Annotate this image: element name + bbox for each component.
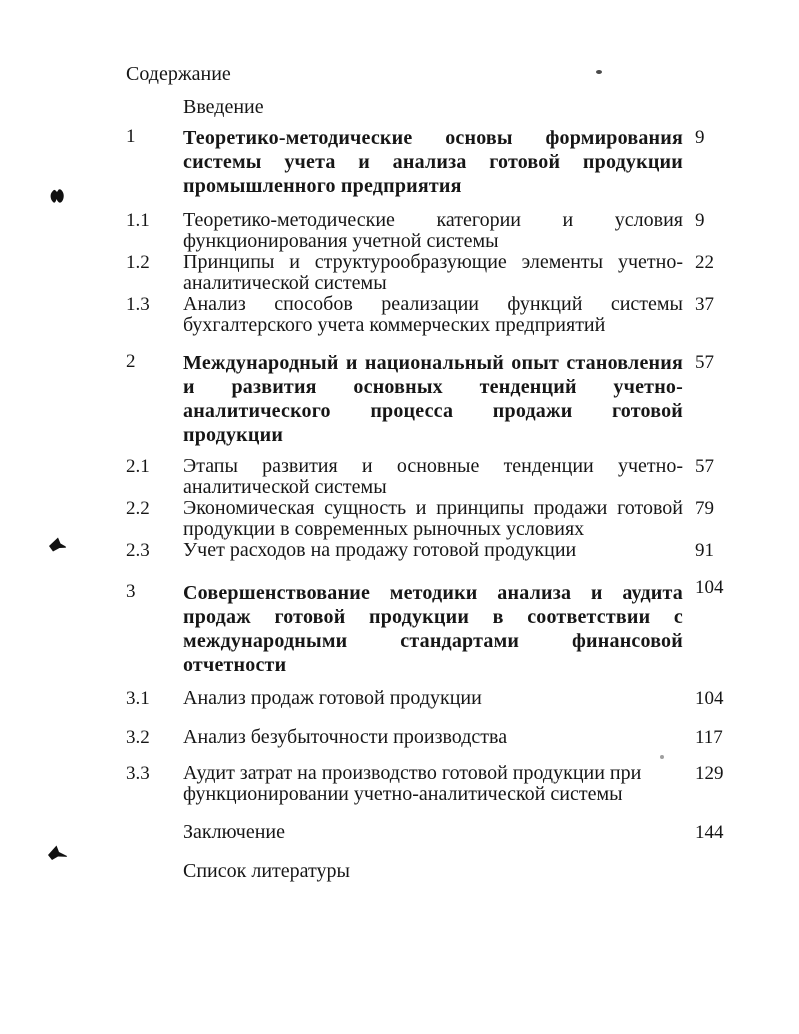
toc-entry-page: 9 <box>695 127 705 148</box>
toc-entry-number: 3.3 <box>126 763 150 784</box>
ink-blot-icon <box>48 186 66 206</box>
toc-entry <box>126 351 736 447</box>
toc-entry-number: 2.1 <box>126 456 150 477</box>
toc-entry-title: Совершенствование методики анализа и аудита продаж готовой продукции в соответствии с международными стандартами финансовой отчетности <box>183 582 683 676</box>
toc-entry-title: Учет расходов на продажу готовой продукции <box>183 539 577 561</box>
toc-entry <box>126 294 736 336</box>
toc-entry-title: Анализ продаж готовой продукции <box>183 687 482 709</box>
toc-entry-page: 104 <box>695 577 724 598</box>
toc-entry <box>126 210 736 252</box>
toc-entry-number: 1.2 <box>126 252 150 273</box>
toc-entry-page: 37 <box>695 294 714 315</box>
toc-entry <box>126 456 736 498</box>
toc-entry-title: Экономическая сущность и принципы продажи готовой продукции в современных рыночных условиях <box>183 497 683 540</box>
toc-entry-number: 1 <box>126 126 136 147</box>
toc-entry-title: Принципы и структурообразующие элементы учетно-аналитической системы <box>183 251 683 294</box>
toc-entry-page: 117 <box>695 727 723 748</box>
toc-entry-number: 1.3 <box>126 294 150 315</box>
toc-entry-number: 2.3 <box>126 540 150 561</box>
toc-entry-title: Аудит затрат на производство готовой продукции при функционировании учетно-аналитической системы <box>183 762 642 805</box>
toc-entry-number: 2.2 <box>126 498 150 519</box>
ink-blot-icon <box>48 536 69 554</box>
toc-entry-title: Введение <box>183 96 264 118</box>
toc-entry-page: 91 <box>695 540 714 561</box>
toc-entry-number: 3 <box>126 581 136 602</box>
scan-speck-icon <box>596 70 602 74</box>
toc-entry-number: 2 <box>126 351 136 372</box>
toc-entry-title: Теоретико-методические основы формирования системы учета и анализа готовой продукции промышленного предприятия <box>183 127 683 197</box>
toc-entry-title: Заключение <box>183 821 285 843</box>
toc-entry <box>126 126 736 198</box>
toc-entry-number: 1.1 <box>126 210 150 231</box>
toc-entry <box>126 727 736 748</box>
page-title: Содержание <box>126 63 231 85</box>
toc-entry-page: 144 <box>695 822 724 843</box>
toc-entry <box>126 861 736 882</box>
table-of-contents <box>126 63 736 882</box>
toc-entry <box>126 97 736 118</box>
toc-entry-title: Список литературы <box>183 860 350 882</box>
toc-entry-page: 104 <box>695 688 724 709</box>
toc-entry <box>126 498 736 540</box>
toc-entry-page: 9 <box>695 210 705 231</box>
toc-entry-title: Этапы развития и основные тенденции учетно-аналитической системы <box>183 455 683 498</box>
toc-entry-title: Теоретико-методические категории и условия функционирования учетной системы <box>183 209 683 252</box>
toc-entry-page: 129 <box>695 763 724 784</box>
toc-entry-page: 22 <box>695 252 714 273</box>
toc-entry-page: 57 <box>695 352 714 373</box>
toc-entry-page: 57 <box>695 456 714 477</box>
toc-entry-number: 3.2 <box>126 727 150 748</box>
scan-speck-icon <box>660 755 664 759</box>
ink-blot-icon <box>46 844 69 862</box>
toc-entry <box>126 252 736 294</box>
toc-entry-title: Анализ безубыточности производства <box>183 726 508 748</box>
toc-entry <box>126 763 736 805</box>
toc-entry-title: Анализ способов реализации функций системы бухгалтерского учета коммерческих предприятий <box>183 293 683 336</box>
toc-entry <box>126 540 736 561</box>
toc-entry-title: Международный и национальный опыт становления и развития основных тенденций учетно-аналитического процесса продажи готовой продукции <box>183 352 683 446</box>
toc-entry-page: 79 <box>695 498 714 519</box>
toc-entry <box>126 577 736 677</box>
toc-entry-number: 3.1 <box>126 688 150 709</box>
toc-entry <box>126 688 736 709</box>
toc-entry <box>126 822 736 843</box>
